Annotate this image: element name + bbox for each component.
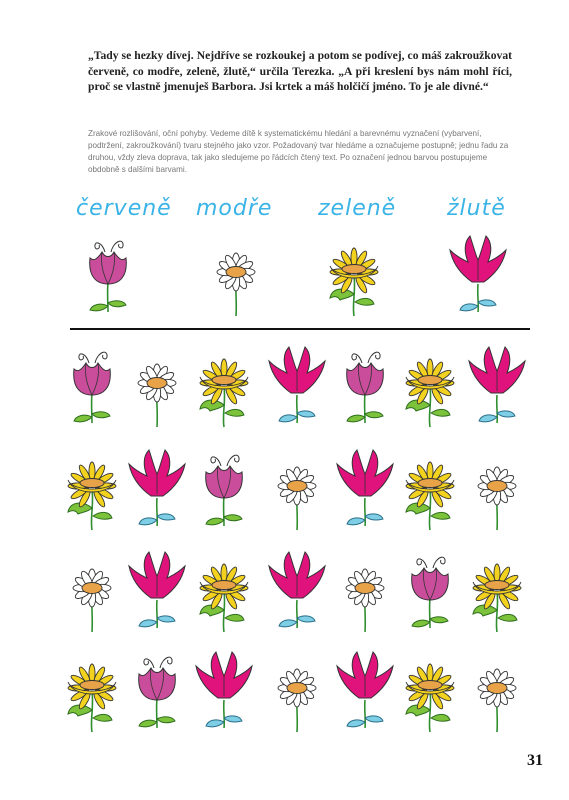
flower-tulip[interactable]: [192, 446, 256, 530]
flower-lily[interactable]: [192, 648, 256, 732]
flower-sunflower[interactable]: [60, 446, 124, 530]
flower-sunflower[interactable]: [192, 343, 256, 427]
divider-line: [70, 328, 530, 330]
legend-label-red: červeně: [76, 196, 172, 221]
flower-daisy[interactable]: [333, 548, 397, 632]
flower-lily[interactable]: [333, 648, 397, 732]
flower-tulip[interactable]: [125, 648, 189, 732]
flower-lily[interactable]: [125, 548, 189, 632]
flower-daisy[interactable]: [125, 343, 189, 427]
flower-lily[interactable]: [265, 548, 329, 632]
flower-sunflower[interactable]: [398, 648, 462, 732]
legend-flower-sunflower[interactable]: [322, 232, 386, 316]
flower-daisy[interactable]: [60, 548, 124, 632]
legend-label-green: zeleně: [318, 196, 397, 221]
flower-daisy[interactable]: [465, 648, 529, 732]
flower-daisy[interactable]: [265, 446, 329, 530]
legend-flower-daisy[interactable]: [204, 232, 268, 316]
flower-lily[interactable]: [125, 446, 189, 530]
flower-daisy[interactable]: [465, 446, 529, 530]
legend-label-blue: modře: [196, 196, 273, 221]
instructions-note: Zrakové rozlišování, oční pohyby. Vedeme dítě k systematickému hledání a barevnému vyznačení (vybarvení, podtržení, zakroužkování) tvaru stejného jako vzor. Požadovaný tvar hledáme a označujeme postupně; jednu řadu za druhou, vždy zleva doprava, tak jako sledujeme po řádcích čtený text. Po označení jednou barvou postupujeme obdobně s dalšími barvami.: [88, 129, 509, 174]
story-paragraph: „Tady se hezky dívej. Nejdříve se rozkoukej a potom se podívej, co máš zakroužkovat červeně, co modře, zeleně, žlutě,“ určila Terezka. „A při kreslení bys nám mohl říci, proč se vlastně jmenuješ Barbora. Jsi krtek a máš holčičí jméno. To je ale divné.“: [88, 49, 512, 94]
flower-tulip[interactable]: [333, 343, 397, 427]
flower-lily[interactable]: [265, 343, 329, 427]
flower-sunflower[interactable]: [192, 548, 256, 632]
flower-sunflower[interactable]: [60, 648, 124, 732]
legend-flower-tulip[interactable]: [76, 232, 140, 316]
flower-lily[interactable]: [465, 343, 529, 427]
legend-label-yellow: žlutě: [447, 196, 506, 221]
legend-flower-lily[interactable]: [446, 232, 510, 316]
flower-sunflower[interactable]: [398, 446, 462, 530]
flower-daisy[interactable]: [265, 648, 329, 732]
flower-tulip[interactable]: [60, 343, 124, 427]
flower-sunflower[interactable]: [465, 548, 529, 632]
flower-sunflower[interactable]: [398, 343, 462, 427]
flower-tulip[interactable]: [398, 548, 462, 632]
flower-lily[interactable]: [333, 446, 397, 530]
page-number: 31: [527, 752, 543, 769]
